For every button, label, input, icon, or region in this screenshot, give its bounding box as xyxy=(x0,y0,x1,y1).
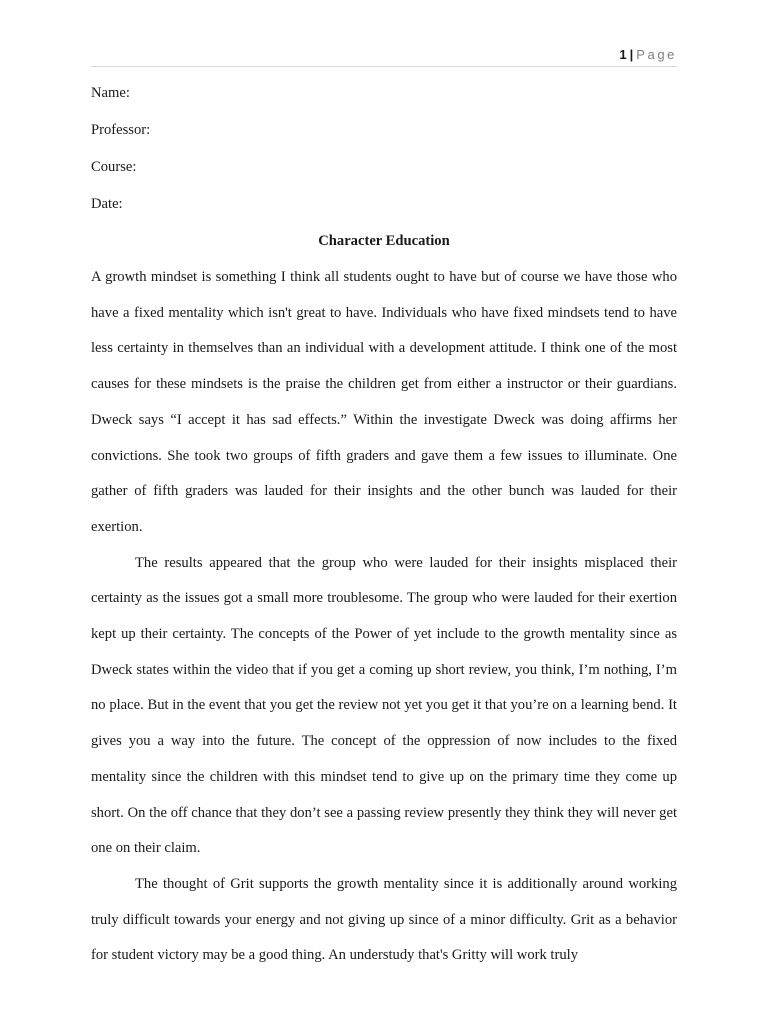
page-number: 1 xyxy=(619,47,627,62)
page-separator: | xyxy=(629,47,634,62)
document-title: Character Education xyxy=(318,233,450,249)
name-field: Name: xyxy=(91,85,130,101)
date-field: Date: xyxy=(91,196,123,212)
paragraph-3: The thought of Grit supports the growth mentality since it is additionally around working truly difficult towards your energy and not giving up since of a minor difficulty. Grit as a behavior for student victory may be a good thing. An understudy that's Gritty will work truly xyxy=(91,875,677,964)
paragraph-1: A growth mindset is something I think all students ought to have but of course we have those who have a fixed mentality which isn't great to have. Individuals who have fixed mindsets tend to have less certainty in themselves than an individual with a development attitude. I think one of the most causes for these mindsets is the praise the children get from either a instructor or their guardians. Dweck says “I accept it has sad effects.” Within the investigate Dweck was doing affirms her convictions. She took two groups of fifth graders and gave them a few issues to illuminate. One gather of fifth graders was lauded for their insights and the other bunch was lauded for their exertion. xyxy=(91,269,677,535)
document-body xyxy=(91,75,677,974)
course-field: Course: xyxy=(91,159,137,175)
page-label: Page xyxy=(636,47,677,62)
page-header xyxy=(91,44,677,67)
paragraph-2: The results appeared that the group who were lauded for their insights misplaced their certainty as the issues got a small more troublesome. The group who were lauded for their exertion kept up their certainty. The concepts of the Power of yet include to the growth mentality since as Dweck states within the video that if you get a coming up short review, you think, I’m nothing, I’m no place. But in the event that you get the review not yet you get it that you’re on a learning bend. It gives you a way into the future. The concept of the oppression of now includes to the fixed mentality since the children with this mindset tend to give up on the primary time they come up short. On the off chance that they don’t see a passing review presently they think they will never get one on their claim. xyxy=(91,554,677,857)
professor-field: Professor: xyxy=(91,122,151,138)
